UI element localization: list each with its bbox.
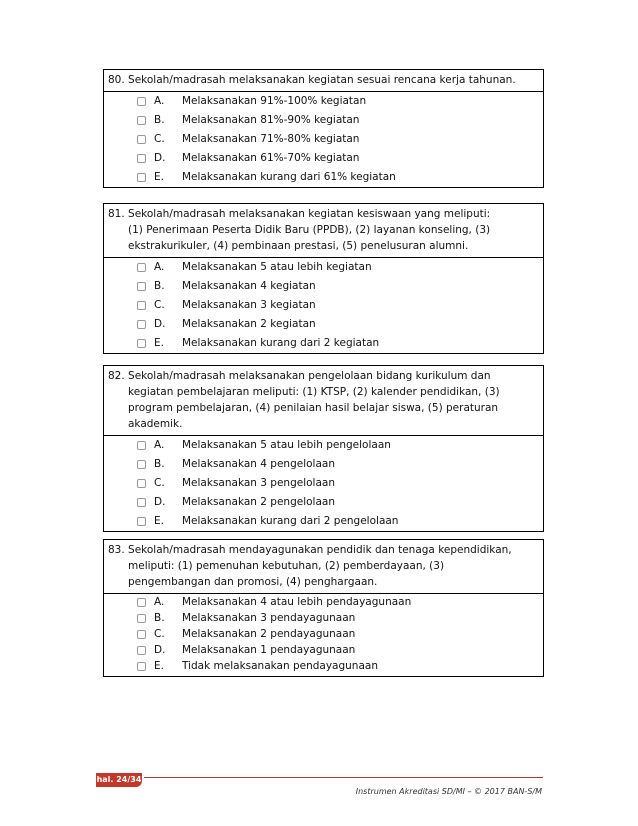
checkbox[interactable]	[137, 320, 146, 329]
option-letter: E.	[154, 337, 164, 349]
option-letter: A.	[154, 261, 165, 273]
option-letter: E.	[154, 515, 164, 527]
option-letter: C.	[154, 477, 165, 489]
option-text: Melaksanakan 91%-100% kegiatan	[182, 95, 367, 107]
question-line: pengembangan dan promosi, (4) penghargaan.	[128, 576, 378, 588]
question-line: akademik.	[128, 418, 183, 430]
checkbox[interactable]	[137, 339, 146, 348]
footer-caption: Instrumen Akreditasi SD/MI – © 2017 BAN-S/M	[355, 787, 542, 796]
option-text: Melaksanakan 4 atau lebih pendayagunaan	[182, 596, 412, 608]
page-number-badge: hal. 24/34	[96, 773, 142, 787]
checkbox[interactable]	[137, 154, 146, 163]
question-line: 80. Sekolah/madrasah melaksanakan kegiatan sesuai rencana kerja tahunan.	[108, 74, 516, 86]
option-letter: D.	[154, 644, 166, 656]
checkbox[interactable]	[137, 97, 146, 106]
footer-divider	[144, 777, 543, 778]
option-text: Melaksanakan 81%-90% kegiatan	[182, 114, 360, 126]
checkbox[interactable]	[137, 263, 146, 272]
checkbox[interactable]	[137, 662, 146, 671]
checkbox[interactable]	[137, 498, 146, 507]
option-b[interactable]	[104, 610, 543, 626]
question-text	[104, 70, 543, 92]
option-text: Melaksanakan kurang dari 2 pengelolaan	[182, 515, 399, 527]
question-text	[104, 204, 543, 258]
checkbox[interactable]	[137, 282, 146, 291]
question-text	[104, 540, 543, 594]
option-text: Melaksanakan 1 pendayagunaan	[182, 644, 356, 656]
option-b[interactable]	[104, 277, 543, 296]
checkbox[interactable]	[137, 479, 146, 488]
option-letter: A.	[154, 596, 165, 608]
option-c[interactable]	[104, 130, 543, 149]
option-text: Melaksanakan 5 atau lebih pengelolaan	[182, 439, 391, 451]
option-text: Melaksanakan 4 pengelolaan	[182, 458, 335, 470]
question-83	[103, 539, 544, 677]
option-text: Melaksanakan 2 pengelolaan	[182, 496, 335, 508]
checkbox[interactable]	[137, 460, 146, 469]
option-d[interactable]	[104, 493, 543, 512]
question-line: 82. Sekolah/madrasah melaksanakan pengelolaan bidang kurikulum dan	[108, 370, 491, 382]
option-letter: C.	[154, 299, 165, 311]
option-text: Melaksanakan kurang dari 2 kegiatan	[182, 337, 380, 349]
question-80	[103, 69, 544, 188]
option-letter: B.	[154, 458, 165, 470]
option-a[interactable]	[104, 92, 543, 111]
option-letter: D.	[154, 496, 166, 508]
option-a[interactable]	[104, 436, 543, 455]
option-c[interactable]	[104, 626, 543, 642]
option-e[interactable]	[104, 168, 543, 187]
option-text: Melaksanakan 5 atau lebih kegiatan	[182, 261, 372, 273]
option-text: Melaksanakan 2 kegiatan	[182, 318, 316, 330]
option-letter: A.	[154, 95, 165, 107]
option-text: Melaksanakan 2 pendayagunaan	[182, 628, 356, 640]
checkbox[interactable]	[137, 517, 146, 526]
checkbox[interactable]	[137, 301, 146, 310]
question-line: (1) Penerimaan Peserta Didik Baru (PPDB), (2) layanan konseling, (3)	[128, 224, 491, 236]
question-line: meliputi: (1) pemenuhan kebutuhan, (2) pemberdayaan, (3)	[128, 560, 445, 572]
question-81	[103, 203, 544, 354]
option-text: Melaksanakan 71%-80% kegiatan	[182, 133, 360, 145]
option-text: Tidak melaksanakan pendayagunaan	[182, 660, 378, 672]
question-line: kegiatan pembelajaran meliputi: (1) KTSP, (2) kalender pendidikan, (3)	[128, 386, 500, 398]
option-text: Melaksanakan 3 pendayagunaan	[182, 612, 356, 624]
option-text: Melaksanakan 3 kegiatan	[182, 299, 316, 311]
option-d[interactable]	[104, 642, 543, 658]
option-c[interactable]	[104, 474, 543, 493]
option-d[interactable]	[104, 315, 543, 334]
question-line: program pembelajaran, (4) penilaian hasil belajar siswa, (5) peraturan	[128, 402, 499, 414]
option-letter: B.	[154, 612, 165, 624]
option-text: Melaksanakan kurang dari 61% kegiatan	[182, 171, 396, 183]
question-text	[104, 366, 543, 436]
option-letter: C.	[154, 133, 165, 145]
option-a[interactable]	[104, 258, 543, 277]
checkbox[interactable]	[137, 646, 146, 655]
option-c[interactable]	[104, 296, 543, 315]
checkbox[interactable]	[137, 173, 146, 182]
question-line: 83. Sekolah/madrasah mendayagunakan pendidik dan tenaga kependidikan,	[108, 544, 512, 556]
checkbox[interactable]	[137, 441, 146, 450]
option-e[interactable]	[104, 512, 543, 531]
option-letter: E.	[154, 171, 164, 183]
option-e[interactable]	[104, 658, 543, 674]
option-b[interactable]	[104, 111, 543, 130]
option-letter: E.	[154, 660, 164, 672]
option-text: Melaksanakan 61%-70% kegiatan	[182, 152, 360, 164]
option-letter: B.	[154, 280, 165, 292]
option-text: Melaksanakan 3 pengelolaan	[182, 477, 335, 489]
option-d[interactable]	[104, 149, 543, 168]
option-a[interactable]	[104, 594, 543, 610]
checkbox[interactable]	[137, 135, 146, 144]
option-e[interactable]	[104, 334, 543, 353]
option-letter: B.	[154, 114, 165, 126]
option-letter: A.	[154, 439, 165, 451]
question-82	[103, 365, 544, 532]
checkbox[interactable]	[137, 630, 146, 639]
checkbox[interactable]	[137, 614, 146, 623]
option-letter: D.	[154, 318, 166, 330]
option-letter: C.	[154, 628, 165, 640]
question-line: ekstrakurikuler, (4) pembinaan prestasi, (5) penelusuran alumni.	[128, 240, 469, 252]
question-line: 81. Sekolah/madrasah melaksanakan kegiatan kesiswaan yang meliputi:	[108, 208, 491, 220]
option-b[interactable]	[104, 455, 543, 474]
option-text: Melaksanakan 4 kegiatan	[182, 280, 316, 292]
option-letter: D.	[154, 152, 166, 164]
checkbox[interactable]	[137, 116, 146, 125]
checkbox[interactable]	[137, 598, 146, 607]
